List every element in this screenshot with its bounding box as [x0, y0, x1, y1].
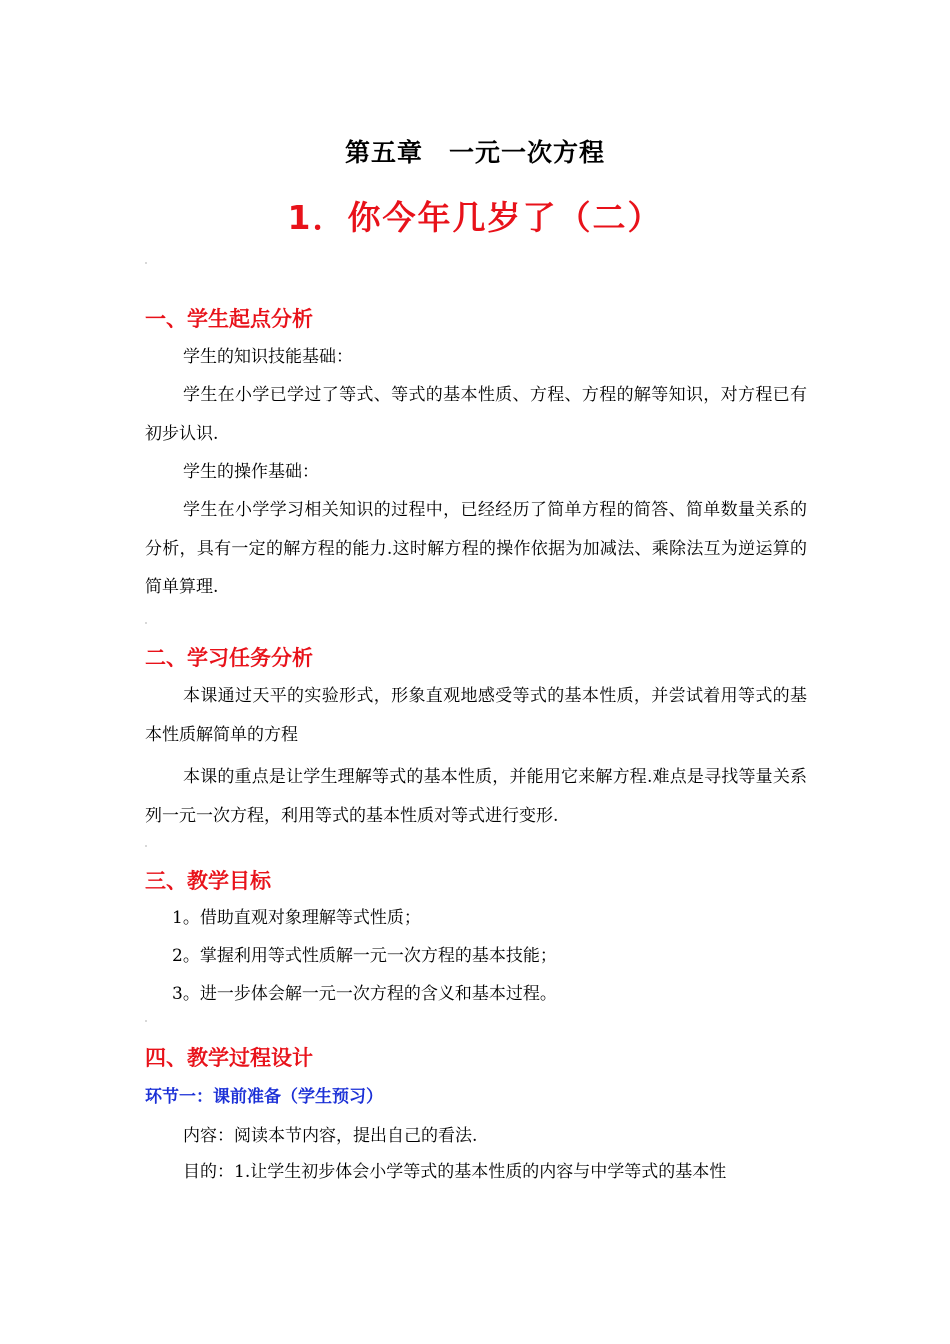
paragraph: 学生的操作基础：	[183, 462, 319, 482]
paragraph-mark	[145, 262, 147, 264]
goal-item: 2。掌握利用等式性质解一元一次方程的基本技能；	[172, 946, 557, 966]
goal-item: 1。借助直观对象理解等式性质；	[172, 908, 421, 928]
paragraph-mark	[145, 1020, 147, 1022]
subsection-heading-step-one: 环节一：课前准备（学生预习）	[145, 1087, 383, 1107]
paragraph: 本课通过天平的实验形式，形象直观地感受等式的基本性质，并尝试着用等式的基本性质解简单的方程	[145, 686, 807, 745]
paragraph: 目的：1.让学生初步体会小学等式的基本性质的内容与中学等式的基本性	[183, 1162, 727, 1182]
lesson-title: 1．你今年几岁了（二）	[287, 198, 663, 237]
section-heading-task-analysis: 二、学习任务分析	[145, 646, 313, 670]
chapter-title: 第五章 一元一次方程	[344, 138, 605, 167]
paragraph: 学生在小学学习相关知识的过程中，已经经历了简单方程的简答、简单数量关系的分析，具有一定的解方程的能力.这时解方程的操作依据为加减法、乘除法互为逆运算的简单算理.	[145, 500, 807, 597]
section-heading-teaching-goals: 三、教学目标	[145, 869, 271, 893]
paragraph-mark	[145, 845, 147, 847]
paragraph-mark	[145, 622, 147, 624]
section-heading-process-design: 四、教学过程设计	[145, 1046, 313, 1070]
paragraph: 本课的重点是让学生理解等式的基本性质，并能用它来解方程.难点是寻找等量关系列一元一次方程，利用等式的基本性质对等式进行变形.	[145, 767, 807, 826]
paragraph: 学生的知识技能基础：	[183, 347, 353, 367]
paragraph: 内容：阅读本节内容，提出自己的看法.	[183, 1126, 478, 1146]
paragraph: 学生在小学已学过了等式、等式的基本性质、方程、方程的解等知识，对方程已有初步认识.	[145, 385, 807, 444]
section-heading-student-analysis: 一、学生起点分析	[145, 307, 313, 331]
goal-item: 3。进一步体会解一元一次方程的含义和基本过程。	[172, 984, 557, 1004]
